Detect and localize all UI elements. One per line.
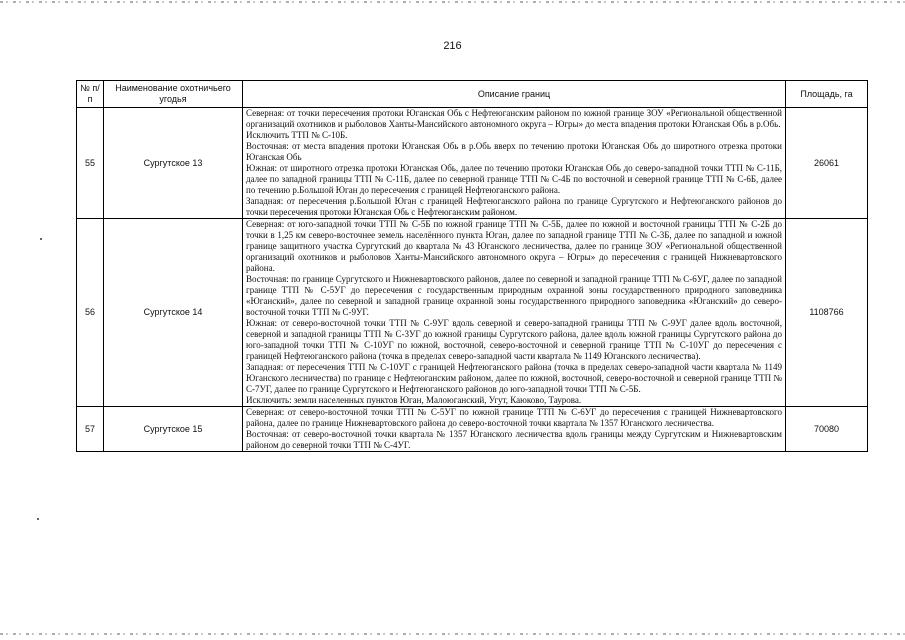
description-paragraph: Восточная: от места впадения протоки Юганская Обь в р.Обь вверх по течению протоки Юганская Обь до широтного отрезка протоки Юганская Обь	[246, 141, 782, 162]
row-description	[243, 219, 786, 407]
header-number: № п/п	[77, 81, 104, 108]
row-name: Сургутское 13	[104, 108, 243, 219]
table-row	[77, 108, 868, 219]
scan-artifact-bottom	[0, 633, 905, 635]
description-paragraph: Восточная: по границе Сургутского и Нижневартовского районов, далее по северной и западной границе ТТП № С-6УГ, далее по западной границе ТТП № С-5УГ до пересечения с государственным природным охранной зоны государственного природного заповедника «Юганский», далее по северной и западной границе охранной зоны государственного природного заповедника «Юганский» до северо-восточной точки ТТП № С-9УГ.	[246, 274, 782, 317]
row-name: Сургутское 14	[104, 219, 243, 407]
margin-mark	[40, 238, 42, 240]
header-area: Площадь, га	[786, 81, 868, 108]
description-paragraph: Южная: от северо-восточной точки ТТП № С-9УГ вдоль северной и северо-западной границы ТТП № С-9УГ далее вдоль восточной, северной и западной границы ТТП № С-3УГ до южной границы Сургутского района, далее вдоль южной границы Сургутского района до юго-западной точки ТТП № С-10УГ по южной, восточной, северо-восточной и северной границе ТТП № С-10УГ до пересечения с границей Нефтеюганского района (точка в пределах северо-западной части квартала № 1149 Юганского лесничества).	[246, 318, 782, 361]
description-paragraph: Северная: от точки пересечения протоки Юганская Обь с Нефтеюганским районом по южной границе ЗОУ «Региональной общественной организаций охотников и рыболовов Ханты-Мансийского автономного округа – Югры» до места впадения протоки Юганская Обь в р.Обь.	[246, 108, 782, 129]
description-paragraph: Южная: от широтного отрезка протоки Юганская Обь, далее по течению протоки Юганская Обь до северо-западной точки ТТП № С-11Б, далее по западной границы ТТП № С-11Б, далее по северной границе ТТП № С-4Б по восточной и северной границе ТТП № С-6Б, далее по течению р.Большой Юган до пересечения с границей Нефтеюганского района.	[246, 163, 782, 195]
row-area: 26061	[786, 108, 868, 219]
row-name: Сургутское 15	[104, 407, 243, 452]
description-paragraph: Западная: от пересечения ТТП № С-10УГ с границей Нефтеюганского района (точка в пределах северо-западной части квартала № 1149 Юганского лесничества) по границе с Нефтеюганским районом, далее по южной, восточной, северо-восточной и северной границе ТТП № С-7УГ, далее по границе Сургутского и Нефтеюганского районов до юго-западной точки ТТП № С-5Б.	[246, 362, 782, 394]
margin-mark	[37, 518, 39, 520]
description-paragraph: Северная: от северо-восточной точки ТТП № С-5УГ по южной границе ТТП № С-6УГ до пересечения с границей Нижневартовского района, далее по границе Нижневартовского района до северо-восточной точки квартала № 1357 Юганского лесничества.	[246, 407, 782, 428]
table-row	[77, 407, 868, 452]
page-number: 216	[443, 40, 462, 52]
row-description	[243, 108, 786, 219]
table-header-row	[77, 81, 868, 108]
table-row	[77, 219, 868, 407]
description-paragraph: Исключить: земли населенных пунктов Юган, Малоюганский, Угут, Каюково, Таурова.	[246, 395, 582, 405]
row-description	[243, 407, 786, 452]
row-area: 1108766	[786, 219, 868, 407]
description-paragraph: Северная: от юго-западной точки ТТП № С-5Б по южной границе ТТП № С-5Б, далее по южной и восточной границы ТТП № С-2Б до точки в 1,25 км северо-восточнее земель населённого пункта Юган, далее по западной границе ТТП № С-3Б, далее по западной и южной границе защитного участка Сургутский до квартала № 43 Юганского лесничества, далее по границе ЗОУ «Региональной общественной организаций охотников и рыболовов Ханты-Мансийского автономного округа – Югры» до пересечения с границей Нижневартовского района.	[246, 219, 782, 273]
row-number: 56	[77, 219, 104, 407]
row-number: 57	[77, 407, 104, 452]
description-paragraph: Западная: от пересечения р.Большой Юган с границей Нефтеюганского района по границе Сургутского и Нефтеюганского районов до точки пересечения протоки Юганская Обь с Нефтеюганским районом.	[246, 196, 782, 217]
scan-artifact-top	[0, 1, 905, 3]
description-paragraph: Исключить ТТП № С-10Б.	[246, 130, 348, 140]
header-description: Описание границ	[243, 81, 786, 108]
hunting-grounds-table	[76, 80, 868, 452]
row-number: 55	[77, 108, 104, 219]
description-paragraph: Восточная: от северо-восточной точки квартала № 1357 Юганского лесничества вдоль границы между Сургутским и Нижневартовским районом до северной точки ТТП № С-4УГ.	[246, 429, 782, 450]
row-area: 70080	[786, 407, 868, 452]
header-name: Наименование охотничьего угодья	[104, 81, 243, 108]
